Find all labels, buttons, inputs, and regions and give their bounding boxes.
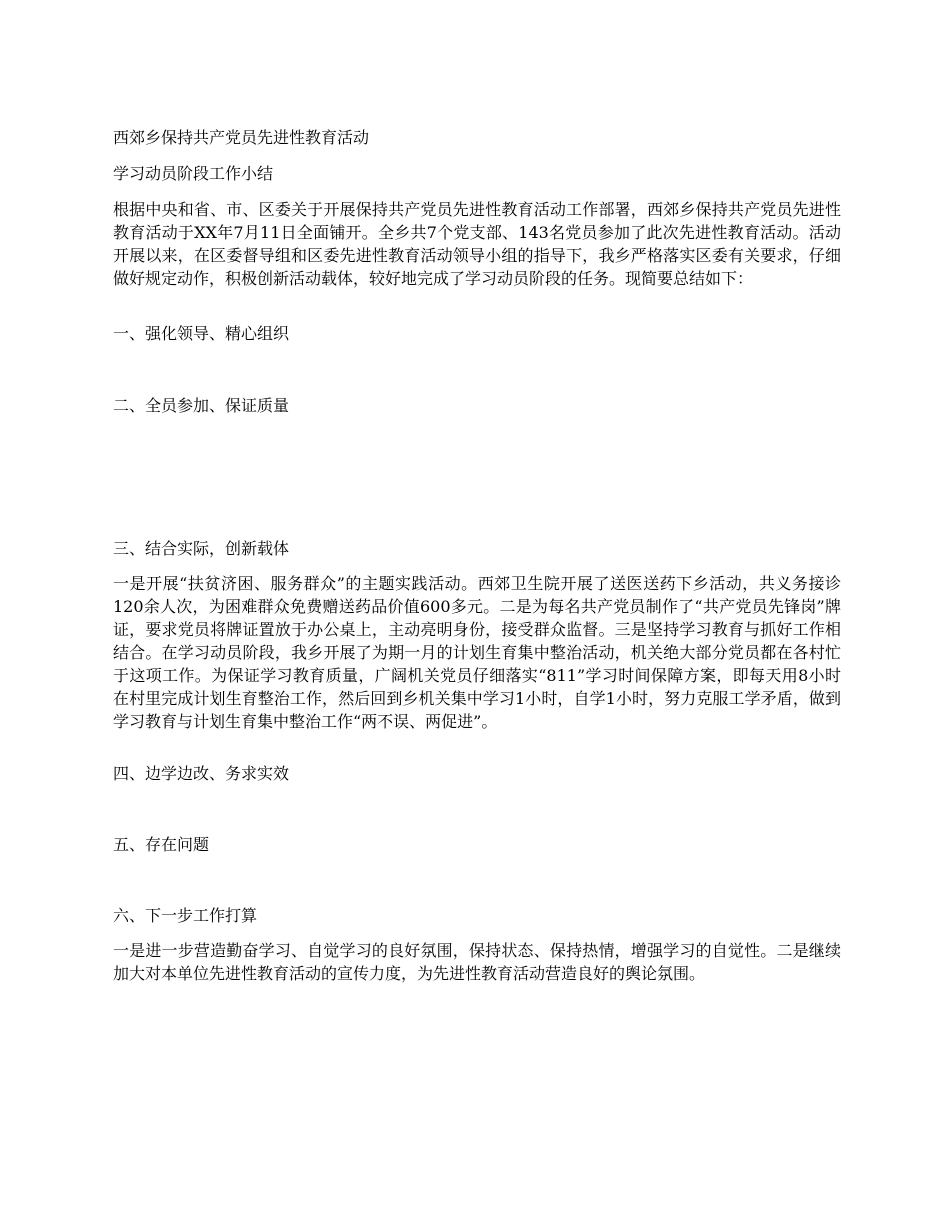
document-subtitle: 学习动员阶段工作小结	[113, 164, 274, 183]
section-6-paragraph: 一是进一步营造勤奋学习、自觉学习的良好氛围，保持状态、保持热情，增强学习的自觉性。二是继续加大对本单位先进性教育活动的宣传力度，为先进性教育活动营造良好的舆论氛围。	[113, 941, 841, 983]
section-heading-2: 二、全员参加、保证质量	[113, 396, 290, 415]
section-3-paragraph: 一是开展“扶贫济困、服务群众”的主题实践活动。西郊卫生院开展了送医送药下乡活动，共义务接诊120余人次，为困难群众免费赠送药品价值600多元。二是为每名共产党员制作了“共产党员先锋岗”牌证，要求党员将牌证置放于办公桌上，主动亮明身份，接受群众监督。三是坚持学习教育与抓好工作相结合。在学习动员阶段，我乡开展了为期一月的计划生育集中整治活动，机关绝大部分党员都在各村忙于这项工作。为保证学习教育质量，广阔机关党员仔细落实“811”学习时间保障方案，即每天用8小时在村里完成计划生育整治工作，然后回到乡机关集中学习1小时，自学1小时，努力克服工学矛盾，做到学习教育与计划生育集中整治工作“两不误、两促进”。	[113, 574, 841, 731]
section-heading-3: 三、结合实际，创新载体	[113, 539, 290, 558]
intro-paragraph: 根据中央和省、市、区委关于开展保持共产党员先进性教育活动工作部署，西郊乡保持共产党员先进性教育活动于XX年7月11日全面铺开。全乡共7个党支部、143名党员参加了此次先进性教育活动。活动开展以来，在区委督导组和区委先进性教育活动领导小组的指导下，我乡严格落实区委有关要求，仔细做好规定动作，积极创新活动载体，较好地完成了学习动员阶段的任务。现简要总结如下：	[113, 200, 841, 288]
section-heading-4: 四、边学边改、务求实效	[113, 764, 290, 783]
document-title: 西郊乡保持共产党员先进性教育活动	[113, 128, 370, 147]
section-heading-1: 一、强化领导、精心组织	[113, 324, 290, 343]
section-heading-5: 五、存在问题	[113, 835, 210, 854]
section-heading-6: 六、下一步工作打算	[113, 906, 258, 925]
